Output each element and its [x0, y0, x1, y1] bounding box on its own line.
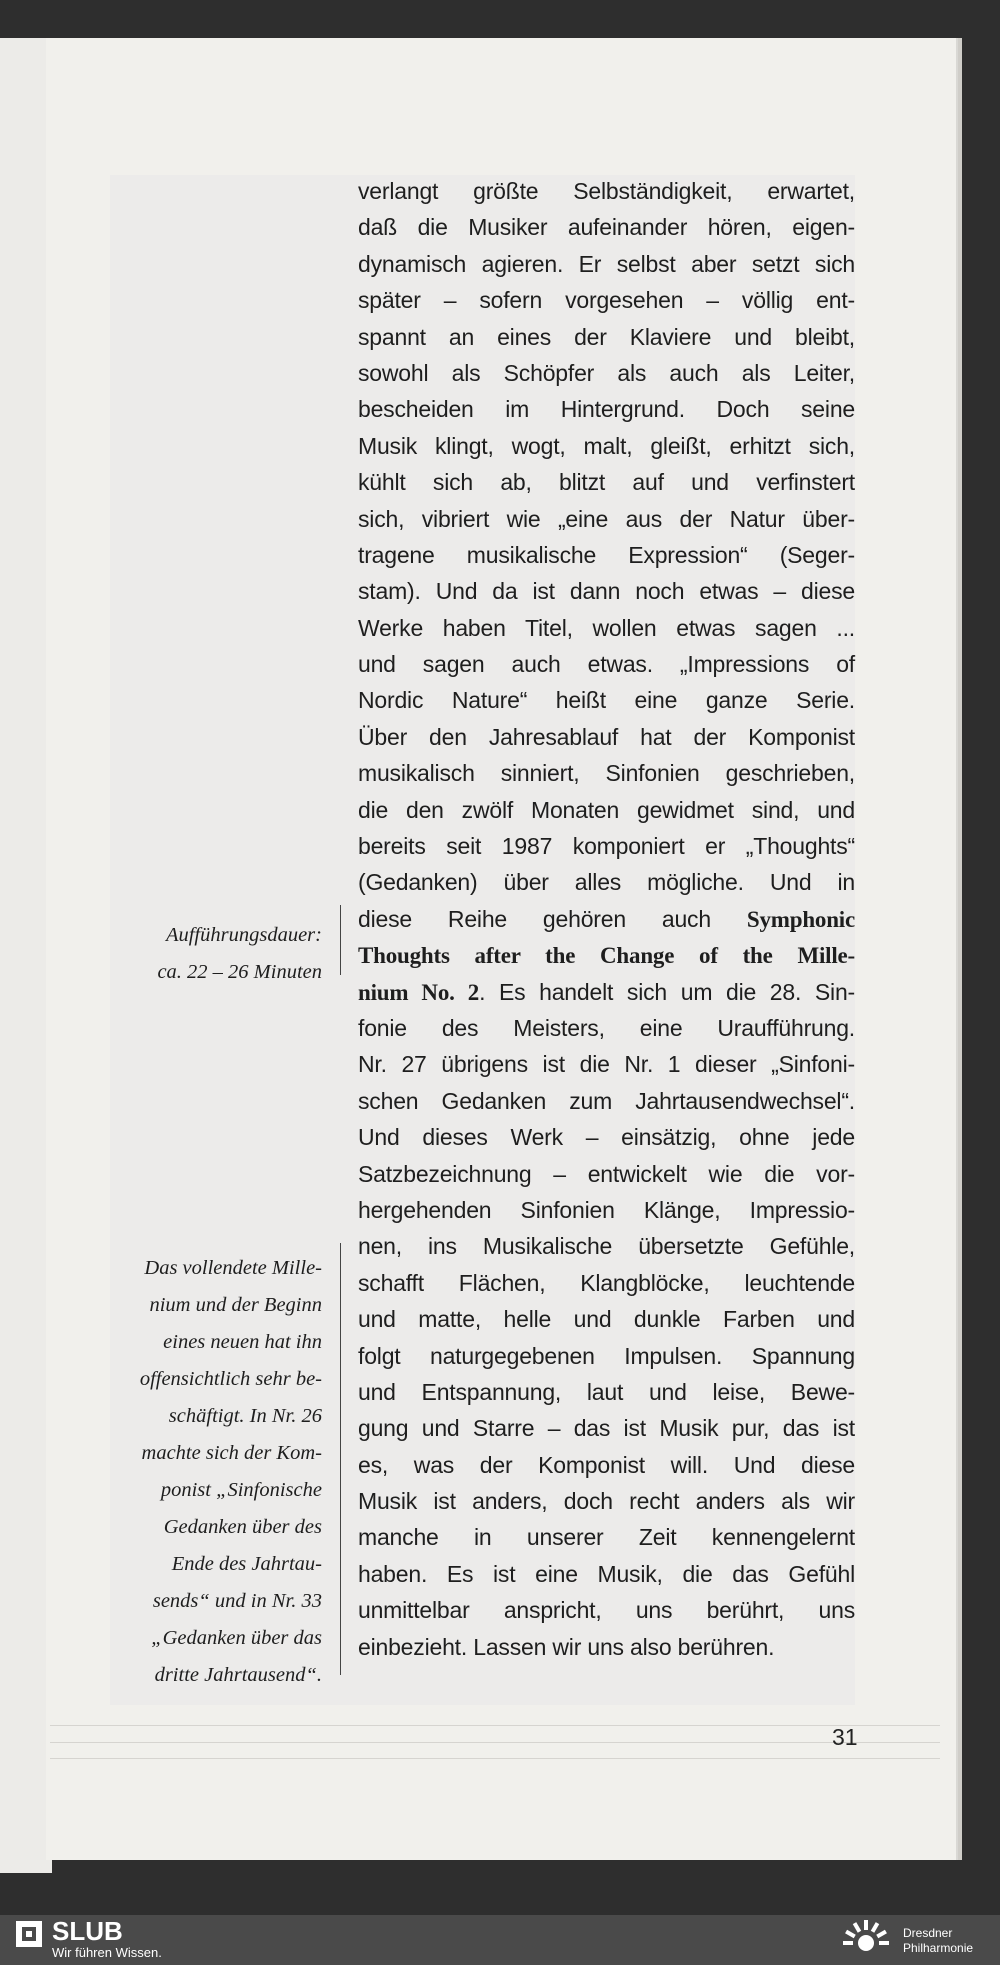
text-line: unmittelbar anspricht, uns berührt, uns [358, 1597, 855, 1624]
sidenote-millennium [82, 1250, 322, 1694]
text-line: gung und Starre – das ist Musik pur, das ist [358, 1415, 855, 1442]
text-line: bescheiden im Hintergrund. Doch seine [358, 396, 855, 423]
text-line: kühlt sich ab, blitzt auf und verfinstert [358, 469, 855, 496]
text-line: hergehenden Sinfonien Klänge, Impressio- [358, 1196, 855, 1223]
sidenote-line: offensichtlich sehr be- [139, 1368, 322, 1390]
text-line: fonie des Meisters, eine Uraufführung. [358, 1014, 855, 1041]
text-line: sowohl als Schöpfer als auch als Leiter, [358, 359, 855, 386]
text-line: musikalisch sinniert, Sinfonien geschrieben, [358, 760, 855, 787]
text-line: schen Gedanken zum Jahrtausendwechsel“. [358, 1087, 855, 1114]
page-edge [958, 38, 962, 1860]
text-line: einbezieht. Lassen wir uns also berühren. [358, 1633, 775, 1660]
sidenote-line: ca. 22 – 26 Minuten [157, 961, 322, 983]
text-line: sich, vibriert wie „eine aus der Natur über- [358, 505, 855, 532]
main-text-column [358, 173, 855, 1665]
bottom-rule [50, 1742, 940, 1743]
sidenote-line: eines neuen hat ihn [163, 1331, 322, 1353]
text-line: verlangt größte Selbständigkeit, erwartet, [358, 178, 855, 204]
text-line: Nr. 27 übrigens ist die Nr. 1 dieser „Sinfoni- [358, 1051, 855, 1078]
text-line: tragene musikalische Expression“ (Seger- [358, 541, 855, 568]
text-line: daß die Musiker aufeinander hören, eigen- [358, 214, 855, 241]
text-line: später – sofern vorgesehen – völlig ent- [358, 287, 855, 314]
dresdner-label: Dresdner [903, 1926, 953, 1940]
sidenote-line: Das vollendete Mille- [144, 1257, 322, 1279]
slub-tagline: Wir führen Wissen. [52, 1945, 162, 1960]
text-line: dynamisch agieren. Er selbst aber setzt sich [358, 250, 855, 277]
text-line: Nordic Nature“ heißt eine ganze Serie. [358, 687, 855, 714]
text-span: . Es handelt sich um die 28. Sin- [479, 978, 855, 1005]
text-line: nen, ins Musikalische übersetzte Gefühle, [358, 1233, 855, 1260]
bold-title: Thoughts after the Change of the Mille- [358, 943, 855, 969]
text-line: haben. Es ist eine Musik, die das Gefühl [358, 1560, 855, 1587]
text-line: folgt naturgegebenen Impulsen. Spannung [358, 1342, 855, 1369]
sidenote-line: dritte Jahrtausend“. [154, 1664, 322, 1686]
sidenote-rule [340, 905, 341, 975]
sidenote-rule [340, 1243, 341, 1675]
bold-title: Symphonic [746, 906, 855, 932]
text-line: und sagen auch etwas. „Impressions of [358, 651, 855, 678]
text-line: Musik klingt, wogt, malt, gleißt, erhitzt sich, [358, 432, 855, 459]
text-line: manche in unserer Zeit kennengelernt [358, 1524, 855, 1551]
sidenote-line: schäftigt. In Nr. 26 [168, 1405, 322, 1427]
text-line: die den zwölf Monaten gewidmet sind, und [358, 796, 855, 823]
philharmonie-label: Philharmonie [903, 1941, 974, 1955]
text-line: Und dieses Werk – einsätzig, ohne jede [358, 1124, 855, 1151]
text-line: Musik ist anders, doch recht anders als wir [358, 1488, 855, 1515]
sidenote-line: Gedanken über des [163, 1516, 322, 1538]
sidenote-line: „Gedanken über das [151, 1627, 322, 1649]
text-line: stam). Und da ist dann noch etwas – diese [358, 578, 855, 605]
text-line [358, 937, 855, 973]
text-line: Werke haben Titel, wollen etwas sagen ... [358, 614, 855, 641]
slub-name: SLUB [52, 1916, 123, 1946]
text-line: (Gedanken) über alles mögliche. Und in [358, 869, 855, 896]
text-span: diese Reihe gehören auch [358, 905, 747, 932]
text-line: Satzbezeichnung – entwickelt wie die vor- [358, 1160, 855, 1187]
text-line: es, was der Komponist will. Und diese [358, 1451, 855, 1478]
sidenote-line: ponist „Sinfonische [160, 1479, 322, 1501]
text-line: bereits seit 1987 komponiert er „Thoughts“ [358, 833, 855, 860]
previous-page-edge [0, 38, 52, 1873]
sidenote-line: Aufführungsdauer: [165, 924, 322, 946]
dresdner-philharmonie-logo-icon [838, 1917, 894, 1963]
text-line: und Entspannung, laut und leise, Bewe- [358, 1378, 855, 1405]
page-number: 31 [832, 1724, 858, 1750]
text-line: schafft Flächen, Klangblöcke, leuchtende [358, 1269, 855, 1296]
bottom-rule [50, 1725, 940, 1726]
text-line-composite [358, 974, 855, 1010]
sidenote-duration [82, 917, 322, 991]
text-line: spannt an eines der Klaviere und bleibt, [358, 323, 855, 350]
text-line-composite [358, 901, 855, 937]
sidenote-line: nium und der Beginn [149, 1294, 322, 1316]
text-line: und matte, helle und dunkle Farben und [358, 1306, 855, 1333]
slub-logo-icon [14, 1919, 44, 1949]
bold-title: nium No. 2 [358, 979, 480, 1005]
sidenote-line: Ende des Jahrtau- [171, 1553, 322, 1575]
sidenote-line: sends“ und in Nr. 33 [152, 1590, 322, 1612]
text-line: Über den Jahresablauf hat der Komponist [358, 723, 855, 750]
sidenote-line: machte sich der Kom- [141, 1442, 322, 1464]
bottom-rule [50, 1758, 940, 1759]
